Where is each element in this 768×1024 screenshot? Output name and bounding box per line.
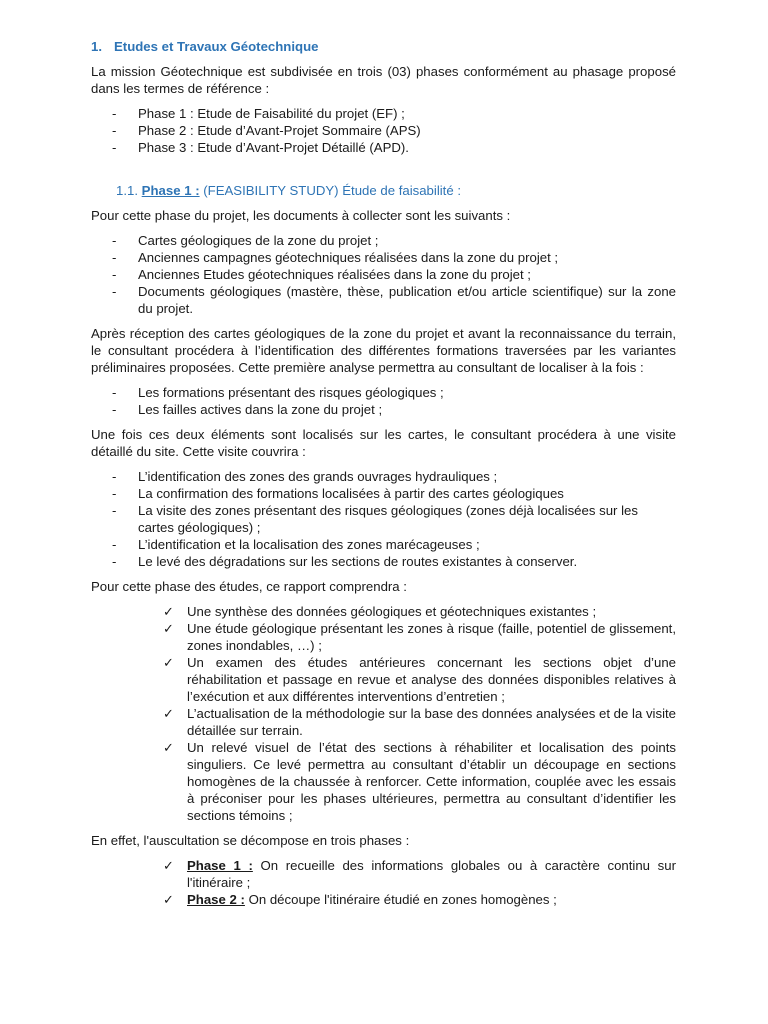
list-item: - Les failles actives dans la zone du projet ;: [112, 402, 383, 417]
dash-marker: -: [112, 486, 117, 501]
dash-marker: -: [112, 233, 117, 248]
list-item: ✓ Une étude géologique présentant les zones à risque (faille, potentiel de glissement, zones inondables, …) ;: [163, 621, 676, 653]
checkmark-icon: ✓: [163, 604, 175, 619]
list-item: - Phase 2 : Etude d’Avant-Projet Sommaire (APS): [112, 123, 421, 138]
visit-paragraph: Une fois ces deux éléments sont localisés sur les cartes, le consultant procédera à une visite détaillé du site. Cette visite couvrira :: [91, 427, 676, 459]
list-item: ✓ Phase 2 : On découpe l'itinéraire étudié en zones homogènes ;: [163, 892, 557, 907]
phases-list: [91, 105, 676, 156]
list-item: - Anciennes Etudes géotechniques réalisées dans la zone du projet ;: [112, 267, 531, 282]
analysis-paragraph: Après réception des cartes géologiques de la zone du projet et avant la reconnaissance du terrain, le consultant procédera à l’identification des différentes formations traversées par les variantes préliminaires proposées. Cette première analyse permettra au consultant de localiser à la fois :: [91, 326, 676, 375]
checkmark-icon: ✓: [163, 740, 175, 755]
list-item: - La visite des zones présentant des risques géologiques (zones déjà localisées sur les cartes géologiques) ;: [112, 503, 638, 535]
localize-list: [91, 384, 676, 418]
list-item: - Documents géologiques (mastère, thèse, publication et/ou article scientifique) sur la zone du projet.: [112, 284, 676, 316]
subsection-label: Phase 1 :: [141, 183, 200, 198]
dash-marker: -: [112, 106, 117, 121]
checkmark-icon: ✓: [163, 655, 175, 670]
checkmark-icon: ✓: [163, 621, 175, 636]
list-item: ✓ Phase 1 : On recueille des informations globales ou à caractère continu sur l'itinéraire ;: [163, 858, 676, 890]
list-item: ✓ Une synthèse des données géologiques et géotechniques existantes ;: [163, 604, 597, 619]
dash-marker: -: [112, 140, 117, 155]
list-item: - Anciennes campagnes géotechniques réalisées dans la zone du projet ;: [112, 250, 559, 265]
section-heading: [91, 38, 676, 55]
dash-marker: -: [112, 385, 117, 400]
dash-marker: -: [112, 402, 117, 417]
list-item: - Le levé des dégradations sur les sections de routes existantes à conserver.: [112, 554, 578, 569]
checkmark-icon: ✓: [163, 706, 175, 721]
dash-marker: -: [112, 537, 117, 552]
checkmark-icon: ✓: [163, 858, 175, 873]
report-intro: Pour cette phase des études, ce rapport comprendra :: [91, 579, 407, 594]
checkmark-icon: ✓: [163, 892, 175, 907]
list-item: - L’identification des zones des grands ouvrages hydrauliques ;: [112, 469, 498, 484]
subsection-number: 1.1.: [116, 183, 138, 198]
phase-label: Phase 1 :: [187, 858, 253, 873]
list-item: - Les formations présentant des risques géologiques ;: [112, 385, 444, 400]
auscultation-list: [91, 857, 676, 908]
document-body: [91, 38, 676, 916]
subsection-heading: [116, 182, 676, 199]
list-item: - Phase 3 : Etude d’Avant-Projet Détaillé (APD).: [112, 140, 409, 155]
docs-intro: Pour cette phase du projet, les documents à collecter sont les suivants :: [91, 208, 511, 223]
auscultation-intro: En effet, l'auscultation se décompose en trois phases :: [91, 833, 410, 848]
visit-list: [91, 468, 676, 570]
dash-marker: -: [112, 554, 117, 569]
phase-label: Phase 2 :: [187, 892, 245, 907]
dash-marker: -: [112, 469, 117, 484]
list-item: - L’identification et la localisation des zones marécageuses ;: [112, 537, 480, 552]
list-item: ✓ Un relevé visuel de l’état des sections à réhabiliter et localisation des points singuliers. Ce levé permettra au consultant d’établir un découpage en sections homogènes de la chaussée à renforcer. Cette information, couplée avec les essais à préconiser pour les phases ultérieures, permettra au consultant d’identifier les sections témoins ;: [163, 740, 676, 823]
list-item: - La confirmation des formations localisées à partir des cartes géologiques: [112, 486, 564, 501]
dash-marker: -: [112, 503, 117, 518]
intro-paragraph: La mission Géotechnique est subdivisée en trois (03) phases conformément au phasage proposé dans les termes de référence :: [91, 64, 676, 96]
list-item: - Cartes géologiques de la zone du projet ;: [112, 233, 379, 248]
list-item: - Phase 1 : Etude de Faisabilité du projet (EF) ;: [112, 106, 405, 121]
dash-marker: -: [112, 123, 117, 138]
report-list: [91, 603, 676, 824]
docs-list: [91, 232, 676, 317]
list-item: ✓ L’actualisation de la méthodologie sur la base des données analysées et de la visite détaillée sur terrain.: [163, 706, 676, 738]
list-item: ✓ Un examen des études antérieures concernant les sections objet d’une réhabilitation et passage en revue et analyse des données disponibles relatives à l’exécution et aux différentes interventions d’entretien ;: [163, 655, 676, 704]
dash-marker: -: [112, 267, 117, 282]
subsection-title: (FEASIBILITY STUDY) Étude de faisabilité :: [199, 183, 462, 198]
dash-marker: -: [112, 284, 117, 299]
section-number: 1.: [91, 39, 102, 54]
dash-marker: -: [112, 250, 117, 265]
section-title: Etudes et Travaux Géotechnique: [114, 39, 319, 54]
